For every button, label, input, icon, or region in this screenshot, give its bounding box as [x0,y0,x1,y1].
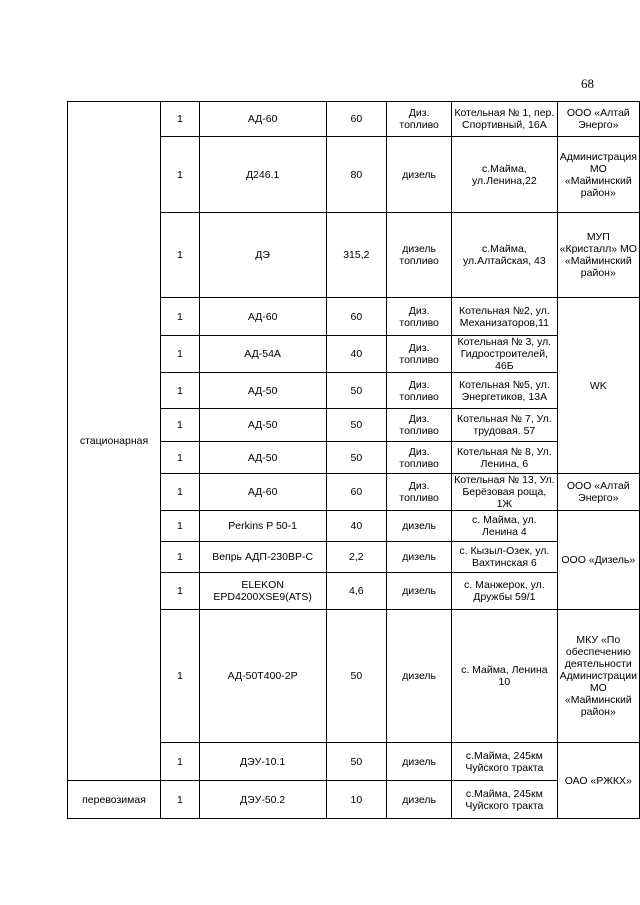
generator-table [67,101,640,819]
page-number: 68 [581,76,594,91]
power-cell: 10 [326,781,387,819]
owner-cell: ОАО «РЖКХ» [557,743,639,819]
qty-cell: 1 [161,610,200,743]
location-cell: Котельная № 3, ул. Гидростроителей, 46Б [452,336,557,373]
qty-cell: 1 [161,137,200,213]
owner-cell: МУП «Кристалл» МО «Майминский район» [557,213,639,298]
qty-cell: 1 [161,102,200,137]
group-cell-stationary: стационарная [68,102,161,781]
qty-cell: 1 [161,474,200,511]
qty-cell: 1 [161,336,200,373]
location-cell: Котельная №2, ул. Механизаторов,11 [452,298,557,336]
owner-cell: ООО «Алтай Энерго» [557,474,639,511]
power-cell: 50 [326,409,387,442]
fuel-cell: дизель [387,610,452,743]
model-cell: ELEKON EPD4200XSE9(ATS) [199,573,326,610]
location-cell: с.Майма, 245км Чуйского тракта [452,781,557,819]
model-cell: АД-60 [199,298,326,336]
model-cell: Д246.1 [199,137,326,213]
fuel-cell: Диз. топливо [387,102,452,137]
qty-cell: 1 [161,743,200,781]
location-cell: с. Кызыл-Озек, ул. Вахтинская 6 [452,542,557,573]
owner-cell: WK [557,298,639,474]
fuel-cell: дизель [387,743,452,781]
qty-cell: 1 [161,511,200,542]
qty-cell: 1 [161,409,200,442]
power-cell: 315,2 [326,213,387,298]
fuel-cell: дизель [387,511,452,542]
location-cell: с.Майма, ул.Ленина,22 [452,137,557,213]
qty-cell: 1 [161,213,200,298]
model-cell: АД-60 [199,102,326,137]
fuel-cell: Диз. топливо [387,373,452,409]
power-cell: 2,2 [326,542,387,573]
power-cell: 40 [326,336,387,373]
power-cell: 40 [326,511,387,542]
model-cell: АД-60 [199,474,326,511]
fuel-cell: дизель топливо [387,213,452,298]
location-cell: с. Майма, Ленина 10 [452,610,557,743]
table-row [68,102,640,137]
power-cell: 60 [326,298,387,336]
group-cell-mobile: перевозимая [68,781,161,819]
power-cell: 4,6 [326,573,387,610]
fuel-cell: Диз. топливо [387,409,452,442]
power-cell: 50 [326,442,387,474]
location-cell: Котельная № 13, Ул. Берёзовая роща, 1Ж [452,474,557,511]
location-cell: Котельная № 8, Ул. Ленина, 6 [452,442,557,474]
model-cell: АД-50Т400-2Р [199,610,326,743]
power-cell: 80 [326,137,387,213]
power-cell: 60 [326,102,387,137]
model-cell: ДЭУ-10.1 [199,743,326,781]
fuel-cell: Диз. топливо [387,336,452,373]
qty-cell: 1 [161,542,200,573]
location-cell: с. Майма, ул. Ленина 4 [452,511,557,542]
owner-cell: МКУ «По обеспечению деятельности Администрации МО «Майминский район» [557,610,639,743]
fuel-cell: дизель [387,781,452,819]
fuel-cell: дизель [387,137,452,213]
model-cell: Вепрь АДП-230ВР-С [199,542,326,573]
power-cell: 50 [326,610,387,743]
qty-cell: 1 [161,373,200,409]
model-cell: АД-54А [199,336,326,373]
location-cell: с.Майма, ул.Алтайская, 43 [452,213,557,298]
location-cell: Котельная №5, ул. Энергетиков, 13А [452,373,557,409]
power-cell: 50 [326,373,387,409]
fuel-cell: Диз. топливо [387,442,452,474]
model-cell: АД-50 [199,442,326,474]
model-cell: АД-50 [199,409,326,442]
qty-cell: 1 [161,298,200,336]
model-cell: ДЭ [199,213,326,298]
location-cell: Котельная № 1, пер. Спортивный, 16А [452,102,557,137]
qty-cell: 1 [161,442,200,474]
qty-cell: 1 [161,573,200,610]
fuel-cell: дизель [387,573,452,610]
model-cell: АД-50 [199,373,326,409]
fuel-cell: Диз. топливо [387,474,452,511]
model-cell: Perkins P 50-1 [199,511,326,542]
table-row [68,781,640,819]
fuel-cell: дизель [387,542,452,573]
qty-cell: 1 [161,781,200,819]
owner-cell: ООО «Дизель» [557,511,639,610]
power-cell: 60 [326,474,387,511]
location-cell: Котельная № 7, Ул. трудовая. 57 [452,409,557,442]
location-cell: с. Манжерок, ул. Дружбы 59/1 [452,573,557,610]
model-cell: ДЭУ-50.2 [199,781,326,819]
owner-cell: Администрация МО «Майминский район» [557,137,639,213]
owner-cell: ООО «Алтай Энерго» [557,102,639,137]
power-cell: 50 [326,743,387,781]
fuel-cell: Диз. топливо [387,298,452,336]
location-cell: с.Майма, 245км Чуйского тракта [452,743,557,781]
